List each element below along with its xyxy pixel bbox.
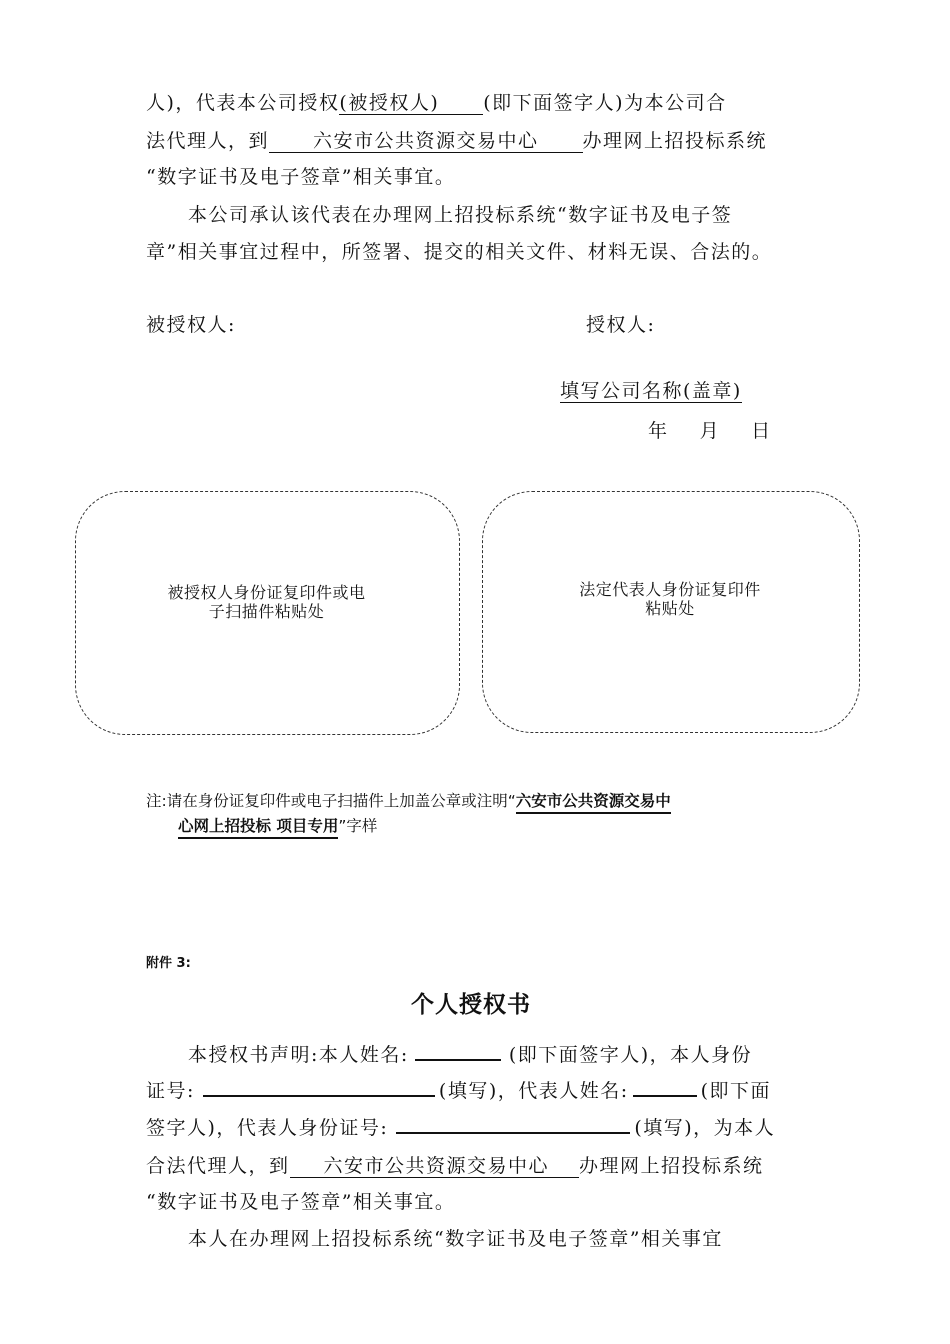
- note-prefix: 注:请在身份证复印件或电子扫描件上加盖公章或注明“: [146, 792, 516, 810]
- authorized-person-field: (被授权人): [339, 92, 483, 115]
- personal-line-2-text-b: (填写)，代表人姓名:: [438, 1080, 629, 1102]
- company-name-seal-label: 填写公司名称(盖章): [560, 380, 742, 402]
- personal-line-2-text-a: 证号:: [146, 1080, 195, 1102]
- authorized-id-copy-caption: [75, 583, 458, 621]
- note-emphasis-2: 心网上招投标 项目专用: [178, 815, 338, 839]
- personal-line-4-text-b: 办理网上招投标系统: [579, 1155, 764, 1177]
- personal-line-2: [146, 1076, 771, 1103]
- note-suffix: ”字样: [338, 817, 378, 835]
- auth-line-1: [146, 88, 727, 115]
- legal-rep-caption-line-2: 粘贴处: [645, 599, 695, 618]
- auth-line-3: “数字证书及电子签章”相关事宜。: [146, 166, 456, 188]
- auth-line-2: [146, 126, 767, 153]
- name-blank[interactable]: [415, 1043, 501, 1061]
- authorizer-label: 授权人:: [586, 314, 656, 336]
- representative-name-blank[interactable]: [633, 1079, 697, 1097]
- representative-id-blank[interactable]: [396, 1116, 630, 1134]
- personal-line-1-text-b: (即下面签字人)，本人身份: [508, 1044, 753, 1066]
- personal-line-3-text-b: (填写)，为本人: [634, 1117, 776, 1139]
- trading-center-field: 六安市公共资源交易中心: [269, 130, 583, 153]
- auth-para2-line-2: 章”相关事宜过程中，所签署、提交的相关文件、材料无误、合法的。: [146, 241, 773, 263]
- authorized-id-caption-line-2: 子扫描件粘贴处: [208, 602, 325, 621]
- authorized-id-caption-line-1: 被授权人身份证复印件或电: [167, 583, 366, 602]
- personal-line-5: “数字证书及电子签章”相关事宜。: [146, 1191, 456, 1213]
- personal-line-4-text-a: 合法代理人，到: [146, 1155, 290, 1177]
- personal-line-2-text-c: (即下面: [700, 1080, 772, 1102]
- personal-line-1: [188, 1040, 752, 1067]
- authorized-person-label: 被授权人:: [146, 314, 236, 336]
- personal-auth-title: 个人授权书: [411, 992, 531, 1018]
- personal-line-1-text-a: 本授权书声明:本人姓名:: [188, 1044, 409, 1066]
- personal-para2-line-1: 本人在办理网上招投标系统“数字证书及电子签章”相关事宜: [188, 1228, 723, 1250]
- auth-line-1-text-a: 人)，代表本公司授权: [146, 92, 340, 114]
- personal-line-4: [146, 1151, 764, 1178]
- personal-line-3-text-a: 签字人)，代表人身份证号:: [146, 1117, 389, 1139]
- company-name-seal-field: [560, 380, 742, 403]
- personal-line-3: [146, 1113, 775, 1140]
- note-line-2: [178, 815, 377, 839]
- auth-para2-line-1: 本公司承认该代表在办理网上招投标系统“数字证书及电子签: [188, 204, 733, 226]
- personal-trading-center-field: 六安市公共资源交易中心: [290, 1155, 580, 1178]
- legal-rep-id-copy-caption: [482, 580, 858, 618]
- auth-line-2-text-b: 办理网上招投标系统: [582, 130, 768, 152]
- id-number-blank[interactable]: [203, 1079, 435, 1097]
- note-emphasis-1: 六安市公共资源交易中: [516, 790, 671, 814]
- legal-rep-caption-line-1: 法定代表人身份证复印件: [579, 580, 761, 599]
- auth-line-2-text-a: 法代理人，到: [146, 130, 270, 152]
- date-label: 年 月 日: [648, 420, 772, 442]
- attachment-label: 附件 3:: [146, 956, 191, 971]
- note-line-1: [146, 790, 671, 814]
- auth-line-1-text-b: (即下面签字人)为本公司合: [483, 92, 727, 114]
